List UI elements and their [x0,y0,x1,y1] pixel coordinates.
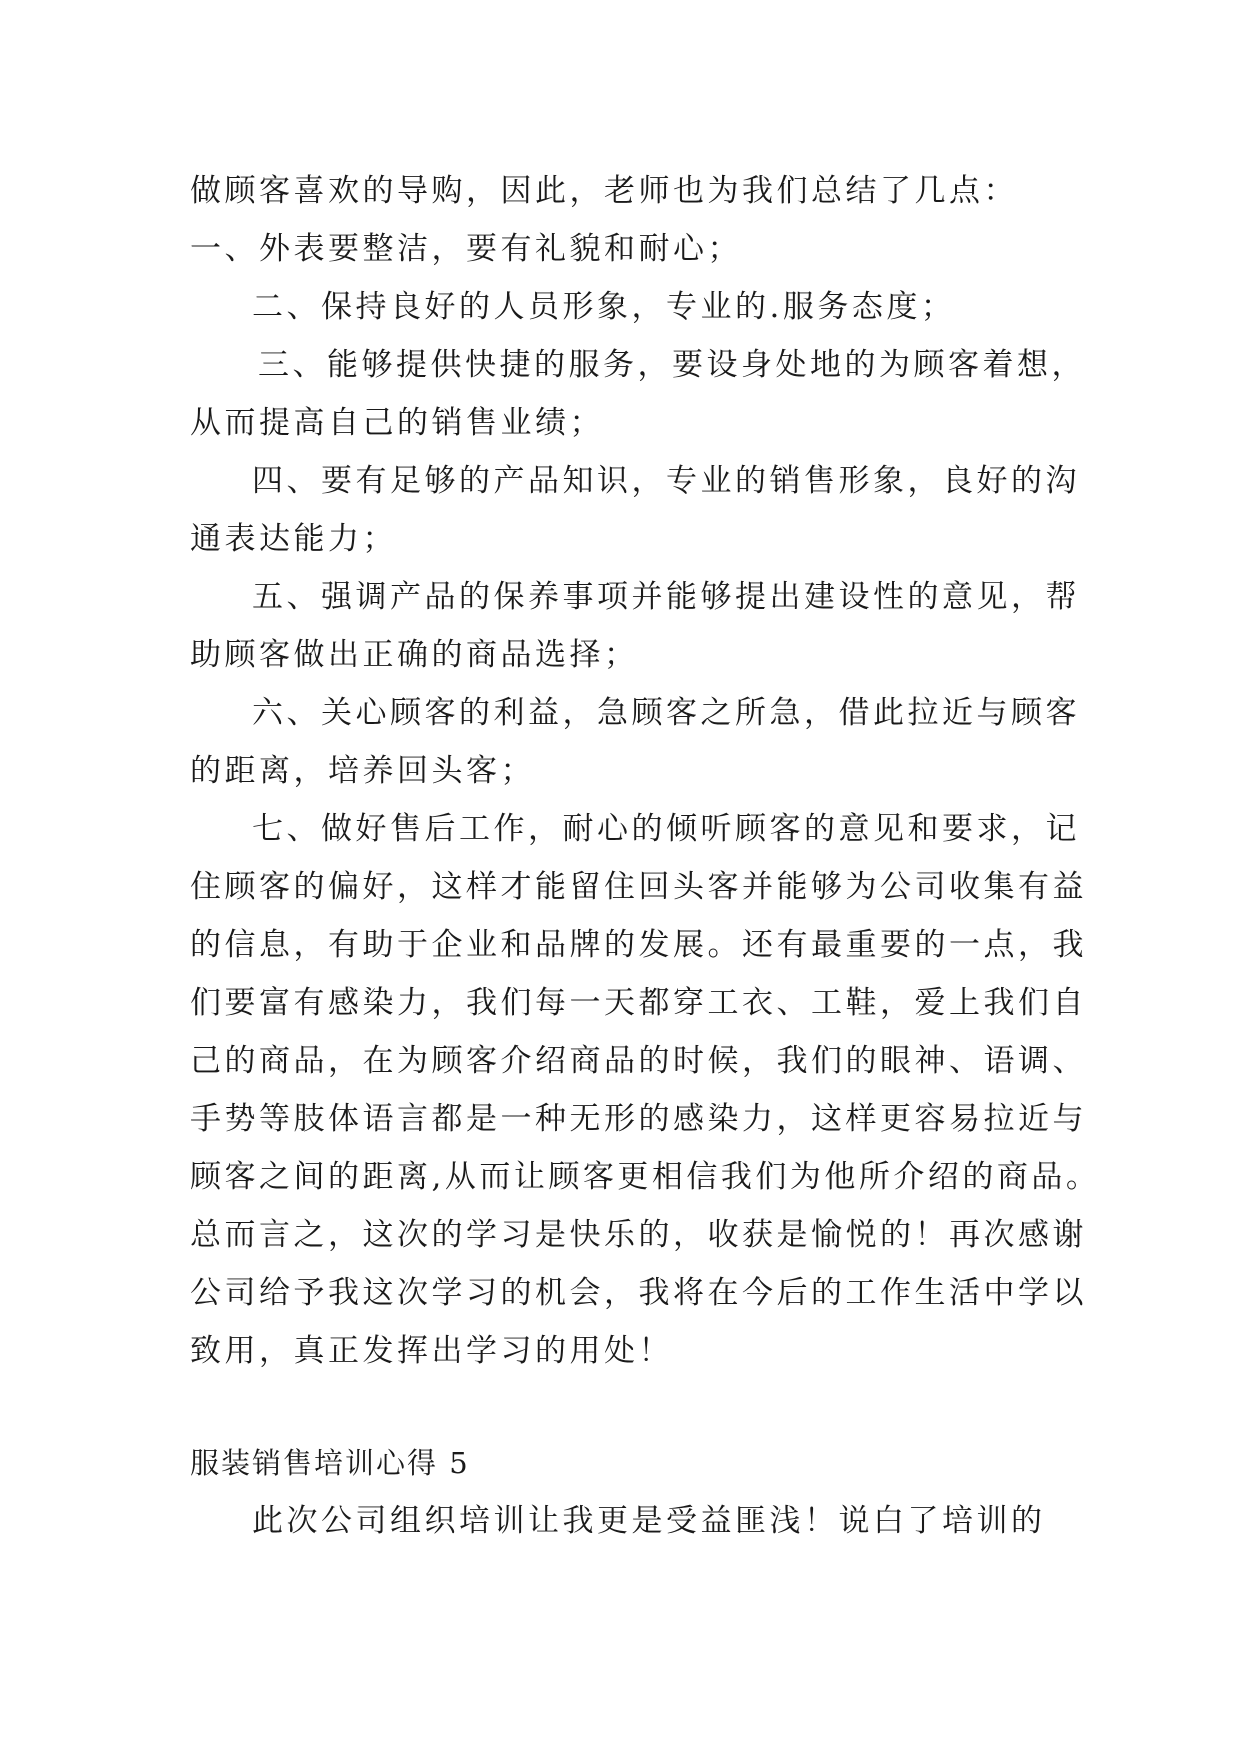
list-item-2: 二、保持良好的人员形象，专业的.服务态度； [252,289,956,325]
list-item-5-cont: 助顾客做出正确的商品选择； [190,637,639,673]
paragraph-line: 们要富有感染力，我们每一天都穿工衣、工鞋，爱上我们自 [190,985,1087,1021]
paragraph-line: 己的商品，在为顾客介绍商品的时候，我们的眼神、语调、 [190,1043,1087,1079]
paragraph-line: 做顾客喜欢的导购，因此，老师也为我们总结了几点： [190,173,1018,209]
paragraph-line: 总而言之，这次的学习是快乐的，收获是愉悦的！再次感谢 [190,1217,1087,1253]
list-item-3-cont: 从而提高自己的销售业绩； [190,405,604,441]
list-item-4-cont: 通表达能力； [190,521,397,557]
list-item-6: 六、关心顾客的利益，急顾客之所急，借此拉近与顾客 [252,695,1080,731]
paragraph-line: 的信息，有助于企业和品牌的发展。还有最重要的一点，我 [190,927,1087,963]
section-title: 服装销售培训心得 5 [190,1446,470,1480]
paragraph-line: 住顾客的偏好，这样才能留住回头客并能够为公司收集有益 [190,869,1087,905]
list-item-6-cont: 的距离，培养回头客； [190,753,535,789]
section-first-line: 此次公司组织培训让我更是受益匪浅！说白了培训的 [252,1503,1046,1539]
paragraph-line: 手势等肢体语言都是一种无形的感染力，这样更容易拉近与 [190,1101,1087,1137]
list-item-1: 一、外表要整洁，要有礼貌和耐心； [190,231,742,267]
list-item-4: 四、要有足够的产品知识，专业的销售形象，良好的沟 [252,463,1080,499]
paragraph-line: 公司给予我这次学习的机会，我将在今后的工作生活中学以 [190,1275,1087,1311]
list-item-3: 三、能够提供快捷的服务，要设身处地的为顾客着想， [258,347,1086,383]
list-item-7: 七、做好售后工作，耐心的倾听顾客的意见和要求，记 [252,811,1080,847]
paragraph-line: 顾客之间的距离,从而让顾客更相信我们为他所介绍的商品。 [190,1159,1101,1195]
paragraph-line: 致用，真正发挥出学习的用处！ [190,1333,673,1369]
list-item-5: 五、强调产品的保养事项并能够提出建设性的意见，帮 [252,579,1080,615]
